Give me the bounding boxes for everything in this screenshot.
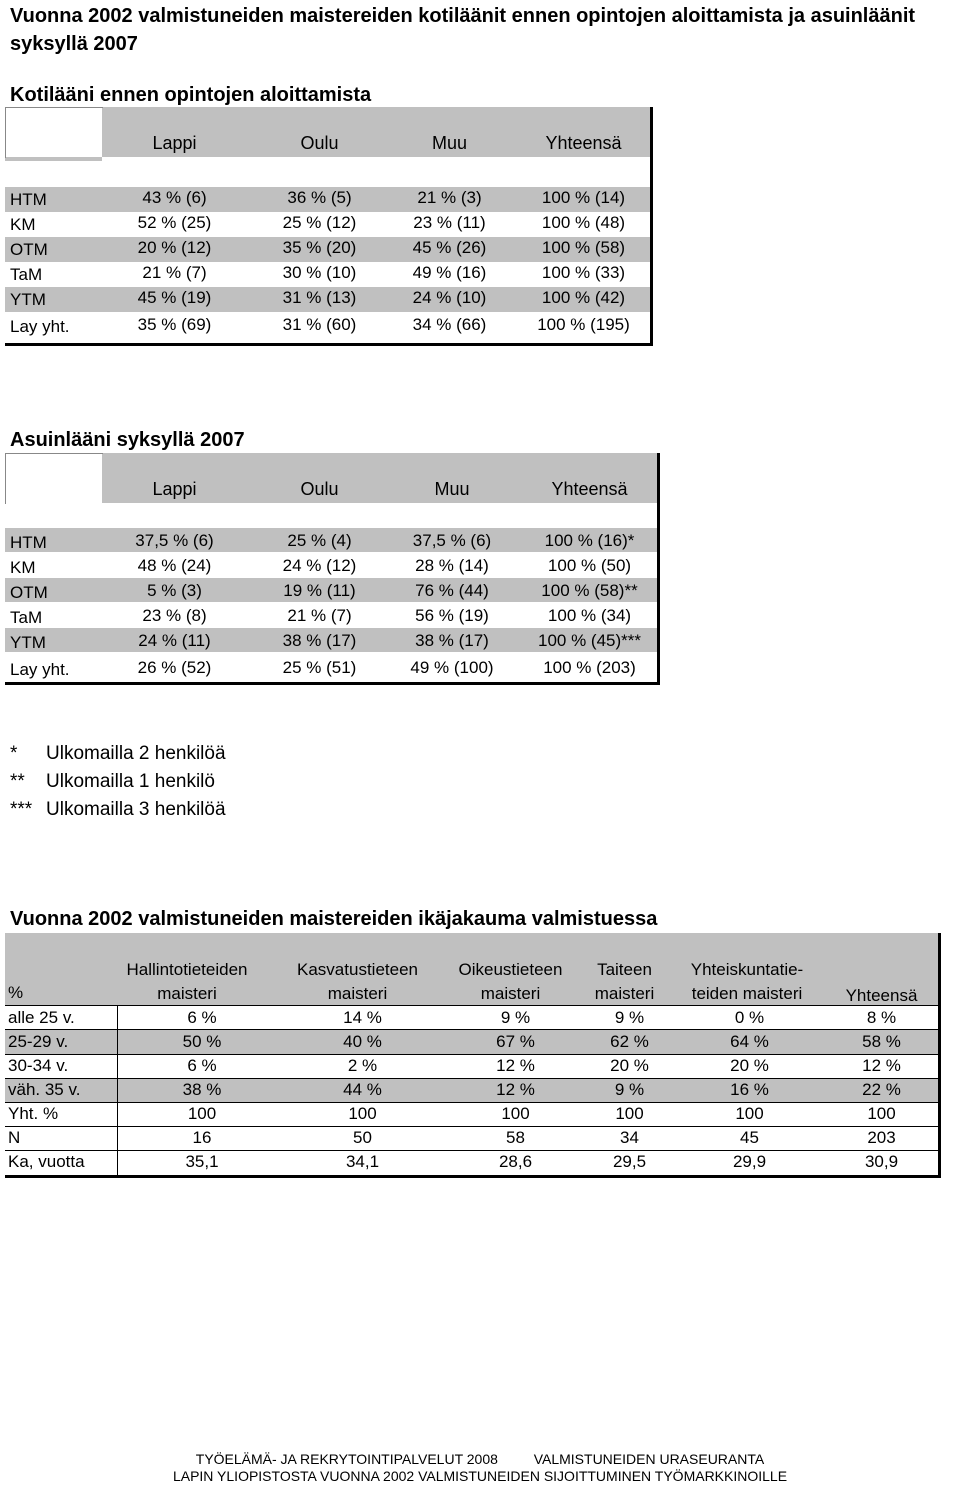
table-cell: 50 [353, 1128, 372, 1147]
table-cell: 100 % (48) [541, 213, 626, 232]
table2-col-header: Lappi [152, 479, 197, 499]
footnote-mark: * [10, 743, 18, 764]
table-cell: 62 % [610, 1032, 649, 1051]
table1-col-header: Muu [431, 133, 467, 153]
row-label: Lay yht. [10, 660, 70, 679]
footnote-text: Ulkomailla 3 henkilöä [46, 799, 226, 820]
table2-col-header: Oulu [300, 479, 339, 499]
table-cell: 100 % (50) [547, 556, 632, 575]
table-cell: 30 % (10) [282, 263, 357, 282]
table-cell: 6 % [187, 1056, 217, 1075]
table-cell: 64 % [730, 1032, 769, 1051]
table-cell: 21 % (7) [287, 606, 352, 625]
table-cell: 5 % (3) [147, 581, 202, 600]
table-cell: 40 % [343, 1032, 382, 1051]
table3-corner: % [8, 983, 24, 1002]
footnote-mark: ** [10, 771, 25, 792]
table-cell: 100 [348, 1104, 377, 1123]
table1-col-header: Lappi [152, 133, 197, 153]
col-header-line2: teiden maisteri [691, 984, 803, 1003]
footer-series: VALMISTUNEIDEN URASEURANTA [533, 1451, 765, 1467]
table-cell: 49 % (16) [412, 263, 487, 282]
table3-heading: Vuonna 2002 valmistuneiden maistereiden ikäjakauma valmistuessa [10, 908, 658, 930]
row-label: N [8, 1128, 21, 1147]
table-cell: 34 % (66) [412, 315, 487, 334]
table-cell: 20 % [730, 1056, 769, 1075]
row-label: väh. 35 v. [8, 1080, 81, 1099]
table3-col-header [577, 958, 672, 1006]
row-label: TaM [10, 608, 43, 627]
table-cell: 20 % (12) [137, 238, 212, 257]
table-cell: 56 % (19) [415, 606, 489, 625]
table-cell: 100 [501, 1104, 530, 1123]
table3-col-header [443, 958, 578, 1006]
table-cell: 31 % (60) [282, 315, 357, 334]
row-label: TaM [10, 265, 43, 284]
table-cell: 58 % [862, 1032, 901, 1051]
table3-col-header [117, 958, 257, 1006]
table-cell: 16 % [730, 1080, 769, 1099]
table-cell: 20 % [610, 1056, 649, 1075]
table-cell: 44 % [343, 1080, 382, 1099]
table-cell: 100 % (203) [543, 658, 636, 677]
footer-org: TYÖELÄMÄ- JA REKRYTOINTIPALVELUT 2008 [195, 1451, 498, 1467]
row-label: Yht. % [8, 1104, 59, 1123]
table-cell: 24 % (12) [282, 556, 357, 575]
table-cell: 37,5 % (6) [412, 531, 492, 550]
table2-col-header: Muu [434, 479, 470, 499]
table-cell: 12 % [862, 1056, 901, 1075]
table-cell: 43 % (6) [142, 188, 207, 207]
table-cell: 58 [506, 1128, 525, 1147]
table-cell: 34,1 [345, 1152, 380, 1171]
table-cell: 25 % (12) [282, 213, 357, 232]
table-cell: 100 % (58) [541, 238, 626, 257]
col-header-line1 [825, 958, 938, 982]
table2-col-header: Yhteensä [551, 479, 628, 499]
table2-corner [5, 453, 103, 504]
table1-heading: Kotilääni ennen opintojen aloittamista [10, 84, 372, 106]
table-cell: 29,9 [732, 1152, 767, 1171]
row-label: YTM [10, 633, 46, 652]
table-cell: 38 % (17) [282, 631, 357, 650]
table3 [5, 933, 941, 1178]
table-cell: 9 % [614, 1008, 645, 1027]
footnote-text: Ulkomailla 2 henkilöä [46, 743, 226, 764]
footnote-mark: *** [10, 799, 33, 820]
table-cell: 38 % [182, 1080, 222, 1099]
table-cell: 52 % (25) [137, 213, 212, 232]
table-cell: 49 % (100) [410, 658, 494, 677]
table1-col-header: Yhteensä [545, 133, 622, 153]
table-cell: 76 % (44) [415, 581, 489, 600]
table-cell: 50 % [182, 1032, 222, 1051]
row-label: OTM [10, 583, 48, 602]
table-cell: 26 % (52) [137, 658, 212, 677]
table-cell: 45 [740, 1128, 759, 1147]
row-label: Lay yht. [10, 317, 70, 336]
table-cell: 100 % (42) [541, 288, 626, 307]
footnotes [10, 740, 226, 824]
page-footer-line1 [0, 1450, 960, 1468]
page-footer-line2: LAPIN YLIOPISTOSTA VUONNA 2002 VALMISTUNEIDEN SIJOITTUMINEN TYÖMARKKINOILLE [172, 1468, 788, 1484]
table-cell: 100 [867, 1104, 896, 1123]
table-cell: 14 % [343, 1008, 382, 1027]
col-header-line1: Yhteiskuntatie- [690, 960, 804, 979]
table-cell: 22 % [862, 1080, 901, 1099]
table-cell: 100 % (16)* [544, 531, 635, 550]
col-header-line2: Yhteensä [845, 986, 918, 1005]
table-cell: 23 % (11) [413, 213, 486, 232]
table-cell: 100 % (14) [541, 188, 626, 207]
table-cell: 31 % (13) [282, 288, 357, 307]
table1-corner [5, 107, 103, 158]
table-cell: 28,6 [498, 1152, 533, 1171]
row-label: Ka, vuotta [8, 1152, 85, 1171]
table-cell: 100 % (34) [547, 606, 632, 625]
row-label: 30-34 v. [8, 1056, 69, 1075]
table-cell: 100 % (33) [541, 263, 626, 282]
table-cell: 100 [615, 1104, 644, 1123]
table3-col-header [285, 958, 430, 1006]
table-cell: 25 % (51) [282, 658, 357, 677]
table-cell: 100 % (195) [537, 315, 630, 334]
table1 [5, 107, 653, 346]
table-cell: 28 % (14) [415, 556, 489, 575]
table-cell: 100 % (58)** [541, 581, 638, 600]
table-cell: 9 % [614, 1080, 645, 1099]
row-label: HTM [10, 533, 47, 552]
table-cell: 16 [192, 1128, 212, 1147]
col-header-line2: maisteri [157, 984, 217, 1003]
table3-col-header [825, 958, 938, 1008]
table1-spacer [5, 161, 650, 184]
table-cell: 21 % (3) [417, 188, 482, 207]
table-cell: 100 [735, 1104, 764, 1123]
table2-heading: Asuinlääni syksyllä 2007 [10, 429, 245, 451]
row-label: HTM [10, 190, 47, 209]
table-cell: 45 % (19) [137, 288, 212, 307]
table-cell: 67 % [496, 1032, 535, 1051]
table1-col-header: Oulu [300, 133, 339, 153]
row-label: alle 25 v. [8, 1008, 75, 1027]
table-cell: 30,9 [864, 1152, 899, 1171]
col-header-line2: maisteri [594, 984, 655, 1003]
footnote [10, 740, 226, 768]
footnote [10, 768, 226, 796]
footnote [10, 796, 226, 824]
table-cell: 35 % (20) [282, 238, 357, 257]
col-header-line1: Kasvatustieteen [297, 960, 418, 979]
row-label: 25-29 v. [8, 1032, 69, 1051]
table-cell: 23 % (8) [142, 606, 207, 625]
row-label: YTM [10, 290, 46, 309]
page-title: Vuonna 2002 valmistuneiden maistereiden kotiläänit ennen opintojen aloittamista ja asuinläänit syksyllä 2007 [10, 5, 916, 55]
row-label: OTM [10, 240, 48, 259]
table-cell: 24 % (11) [138, 631, 211, 650]
table-cell: 9 % [500, 1008, 531, 1027]
table-cell: 38 % (17) [415, 631, 489, 650]
footnote-text: Ulkomailla 1 henkilö [46, 771, 215, 792]
table-cell: 29,5 [612, 1152, 647, 1171]
table-cell: 21 % (7) [142, 263, 207, 282]
table-cell: 6 % [187, 1008, 217, 1027]
table-cell: 12 % [496, 1056, 535, 1075]
table-cell: 203 [867, 1128, 896, 1147]
row-label: KM [10, 215, 36, 234]
table-cell: 48 % (24) [137, 556, 212, 575]
table-cell: 8 % [866, 1008, 897, 1027]
table-cell: 100 % (45)*** [537, 631, 641, 650]
table-cell: 34 [620, 1128, 639, 1147]
table-cell: 37,5 % (6) [135, 531, 214, 550]
col-header-line1: Taiteen [597, 960, 652, 979]
table3-col-header [677, 958, 817, 1006]
table-cell: 35,1 [185, 1152, 219, 1171]
table-cell: 25 % (4) [287, 531, 352, 550]
table-cell: 19 % (11) [283, 581, 356, 600]
table-cell: 2 % [347, 1056, 378, 1075]
table-cell: 35 % (69) [137, 315, 212, 334]
table-cell: 12 % [496, 1080, 535, 1099]
table-cell: 100 [187, 1104, 217, 1123]
table2 [5, 453, 660, 685]
table-cell: 45 % (26) [412, 238, 487, 257]
col-header-line1: Hallintotieteiden [126, 960, 248, 979]
table-cell: 24 % (10) [412, 288, 487, 307]
table-cell: 0 % [734, 1008, 765, 1027]
row-label: KM [10, 558, 36, 577]
col-header-line2: maisteri [327, 984, 388, 1003]
col-header-line1: Oikeustieteen [458, 960, 563, 979]
table-cell: 36 % (5) [287, 188, 352, 207]
col-header-line2: maisteri [480, 984, 541, 1003]
